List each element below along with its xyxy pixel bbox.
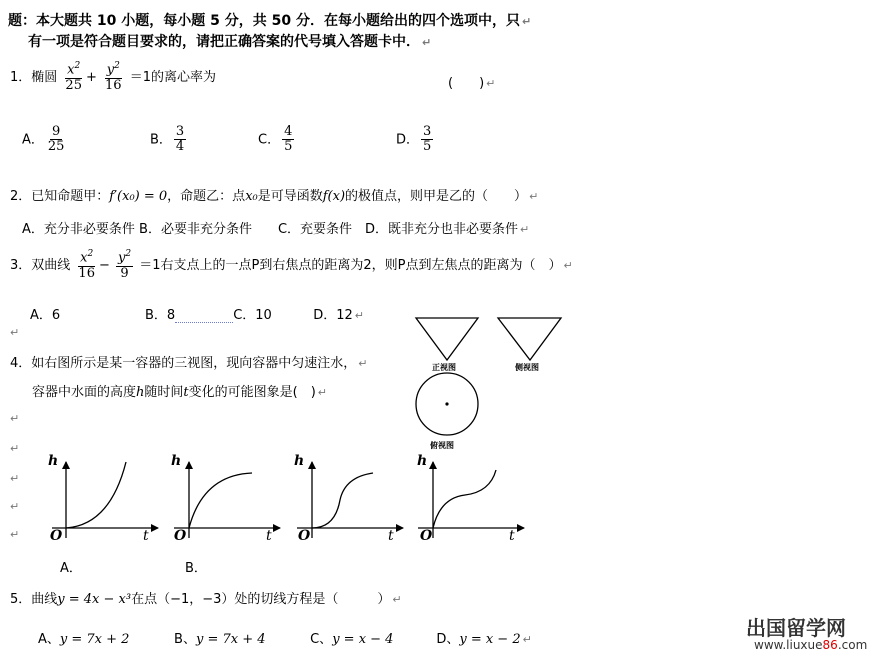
graph-a-curve (66, 462, 126, 528)
graph-a-h-label: h (48, 453, 59, 469)
question-2-options: A．充分非必要条件 B．必要非充分条件 C．充要条件 D．既非充分也非必要条件 ↵ (22, 222, 530, 237)
question-4-line-1: 4．如右图所示是某一容器的三视图，现向容器中匀速注水， ↵ (10, 356, 368, 371)
graph-d-h-label: h (417, 453, 428, 469)
question-3: 3．双曲线 $\frac{x^2}{16}$ − $\frac{y^2}{9}$ ＝1右支点上的一点P到右焦点的距离为2，则P点到左焦点的距离为（ ） ↵ (10, 249, 573, 281)
question-1-option-c: C． $\frac{4}{5}$ (258, 124, 293, 155)
question-3-options: A．6 B．8 C．10 D．12 ↵ (30, 308, 364, 323)
three-view-figure (408, 315, 578, 455)
graph-a-t-label: t (143, 528, 149, 544)
question-1-option-b: B． $\frac{3}{4}$ (150, 124, 185, 155)
watermark-logo-text: 出国留学网 (746, 616, 846, 640)
question-1-blank: ( ) ↵ (448, 76, 496, 91)
question-4-option-b: B． (185, 561, 207, 576)
question-4-line-2: 容器中水面的高度h随时间t变化的可能图象是( ) ↵ (32, 385, 328, 400)
paragraph-mark: ↵ (10, 528, 20, 541)
question-1: 1．椭圆 $\frac{x^2}{25}$ + $\frac{y^2}{16}$ ＝1的离心率为 (10, 61, 216, 93)
instructions-line-2: 有一项是符合题目要求的，请把正确答案的代号填入答题卡中． ↵ (28, 34, 432, 50)
graph-b-o-label: O (174, 528, 187, 544)
question-5-options: A、y = 7x + 2 B、y = 7x + 4 C、y = x − 4 D、y = x − 2 ↵ (38, 632, 532, 647)
graph-d-t-label: t (509, 528, 515, 544)
graph-a (52, 462, 158, 538)
paragraph-mark: ↵ (10, 442, 20, 455)
graph-c-o-label: O (298, 528, 311, 544)
instructions-line-1: 题：本大题共 10 小题，每小题 5 分，共 50 分．在每小题给出的四个选项中，只 ↵ (8, 13, 532, 29)
question-4-option-a: A． (60, 561, 82, 576)
paragraph-mark: ↵ (10, 412, 20, 425)
graph-c-curve (312, 473, 373, 528)
graph-b (174, 462, 280, 538)
graph-c-t-label: t (388, 528, 394, 544)
side-view-label: 侧视图 (515, 363, 539, 372)
graph-b-t-label: t (266, 528, 272, 544)
top-view-center-dot (445, 402, 448, 405)
graph-d (418, 462, 524, 538)
question-1-option-a: A． $\frac{9}{25}$ (22, 124, 65, 155)
graph-d-curve (433, 470, 496, 528)
front-view-label: 正视图 (432, 363, 456, 372)
question-5: 5．曲线y = 4x − x³在点（−1，−3）处的切线方程是（ ） ↵ (10, 592, 402, 607)
graph-d-o-label: O (420, 528, 433, 544)
question-2: 2．已知命题甲：f′(x₀) = 0，命题乙：点x₀是可导函数f(x)的极值点，则甲是乙的（ ） ↵ (10, 189, 539, 204)
side-view-triangle (498, 318, 561, 360)
graph-b-curve (189, 473, 252, 528)
paragraph-mark: ↵ (10, 472, 20, 485)
watermark-url: www.liuxue86.com (754, 638, 868, 652)
graph-b-h-label: h (171, 453, 182, 469)
graph-a-o-label: O (50, 528, 63, 544)
top-view-label: 俯视图 (430, 441, 454, 450)
paragraph-mark: ↵ (10, 500, 20, 513)
paragraph-mark: ↵ (10, 326, 20, 339)
graph-c-h-label: h (294, 453, 305, 469)
graph-c (297, 462, 403, 538)
front-view-triangle (416, 318, 478, 360)
question-1-option-d: D． $\frac{3}{5}$ (396, 124, 432, 155)
